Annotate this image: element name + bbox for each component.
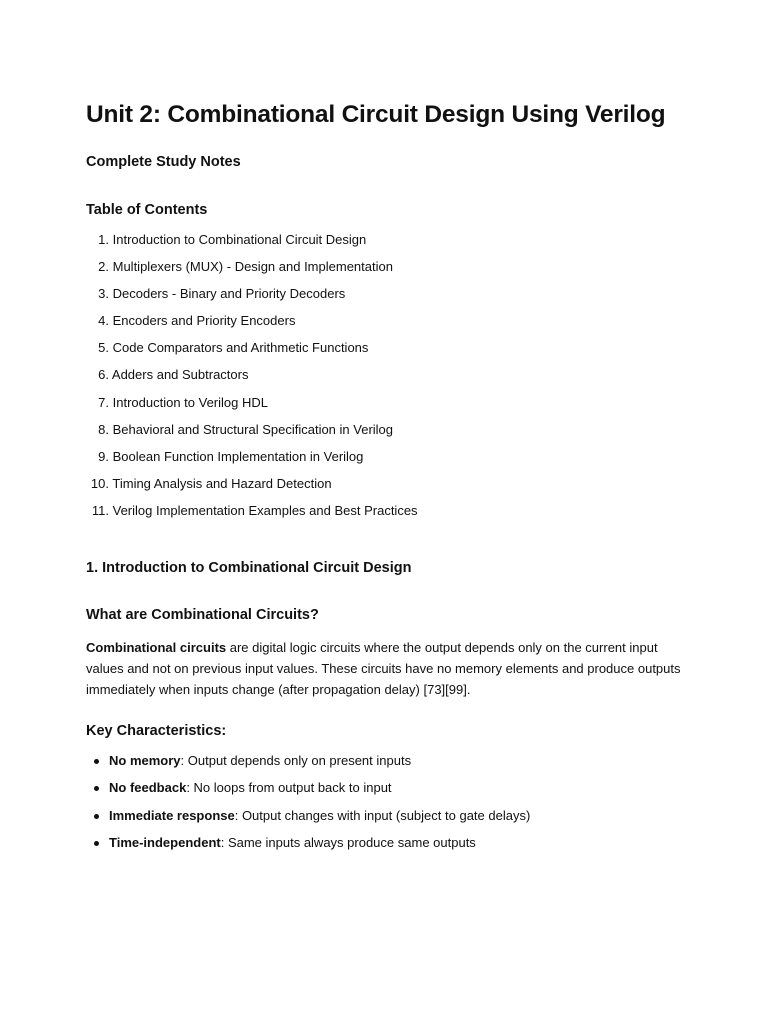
toc-item [86,393,418,420]
toc-item-number: 10. [90,475,109,491]
toc-item-text: Adders and Subtractors [111,367,249,383]
toc-item-number: 5. [98,340,109,356]
section-heading-introduction: 1. Introduction to Combinational Circuit Design [86,560,412,576]
toc-item [86,311,418,338]
toc-item [86,338,418,365]
document-title: Unit 2: Combinational Circuit Design Using Verilog [86,101,666,128]
bullet-icon [94,814,99,819]
bullet-term: No memory [109,753,181,768]
bullet-text: : Output changes with input (subject to gate delays) [234,807,531,823]
toc-item [86,365,418,392]
toc-item-text: Code Comparators and Arithmetic Functions [112,340,369,356]
toc-item-text: Introduction to Verilog HDL [112,394,268,410]
list-item [86,806,530,833]
bullet-text: : Same inputs always produce same outputs [220,834,476,850]
toc-heading: Table of Contents [86,202,208,218]
toc-item-number: 8. [98,421,109,437]
bullet-icon [94,841,99,846]
toc-item [86,447,418,474]
toc-item-number: 1. [98,232,109,247]
toc-item-text: Verilog Implementation Examples and Best Practices [112,502,418,518]
bullet-term: Time-independent [109,834,221,850]
toc-item [86,257,418,284]
bullet-text: : No loops from output back to input [186,780,392,796]
toc-item [86,501,418,528]
bullet-icon [94,786,99,791]
toc-list [86,230,418,528]
list-item [86,751,530,778]
toc-item [86,284,418,311]
toc-item-number: 9. [98,448,109,464]
toc-item-text: Decoders - Binary and Priority Decoders [112,286,346,302]
toc-item-number: 4. [98,313,109,329]
definition-term: Combinational circuits [86,640,227,655]
toc-item-number: 7. [98,394,109,410]
document-subtitle: Complete Study Notes [86,154,241,170]
toc-item-text: Encoders and Priority Encoders [112,313,296,329]
bullet-icon [94,759,99,764]
toc-item-number: 3. [98,286,109,302]
bullet-term: Immediate response [109,807,235,823]
toc-item-text: Behavioral and Structural Specification in Verilog [112,421,394,437]
list-item [86,833,530,860]
toc-item-text: Multiplexers (MUX) - Design and Implementation [112,259,393,275]
toc-item-number: 6. [98,367,109,383]
definition-paragraph [86,637,686,700]
bullet-term: No feedback [109,780,187,796]
toc-item-text: Introduction to Combinational Circuit Design [112,232,367,247]
characteristics-list [86,751,530,860]
bullet-text: : Output depends only on present inputs [180,753,412,768]
toc-item-text: Boolean Function Implementation in Verilog [112,448,364,464]
subsection-heading-key-characteristics: Key Characteristics: [86,723,227,739]
toc-item [86,420,418,447]
toc-item-number: 2. [98,259,109,275]
subsection-heading-what-are: What are Combinational Circuits? [86,607,319,623]
toc-item-text: Timing Analysis and Hazard Detection [112,475,332,491]
toc-item-number: 11. [91,502,109,518]
toc-item [86,474,418,501]
toc-item [86,230,418,257]
definition-text: are digital logic circuits where the output depends only on the current input values and not on previous input values. These circuits have no memory elements and produce outputs immediately when inputs change (after propagation delay) [73][99]. [86,640,681,697]
list-item [86,778,530,805]
